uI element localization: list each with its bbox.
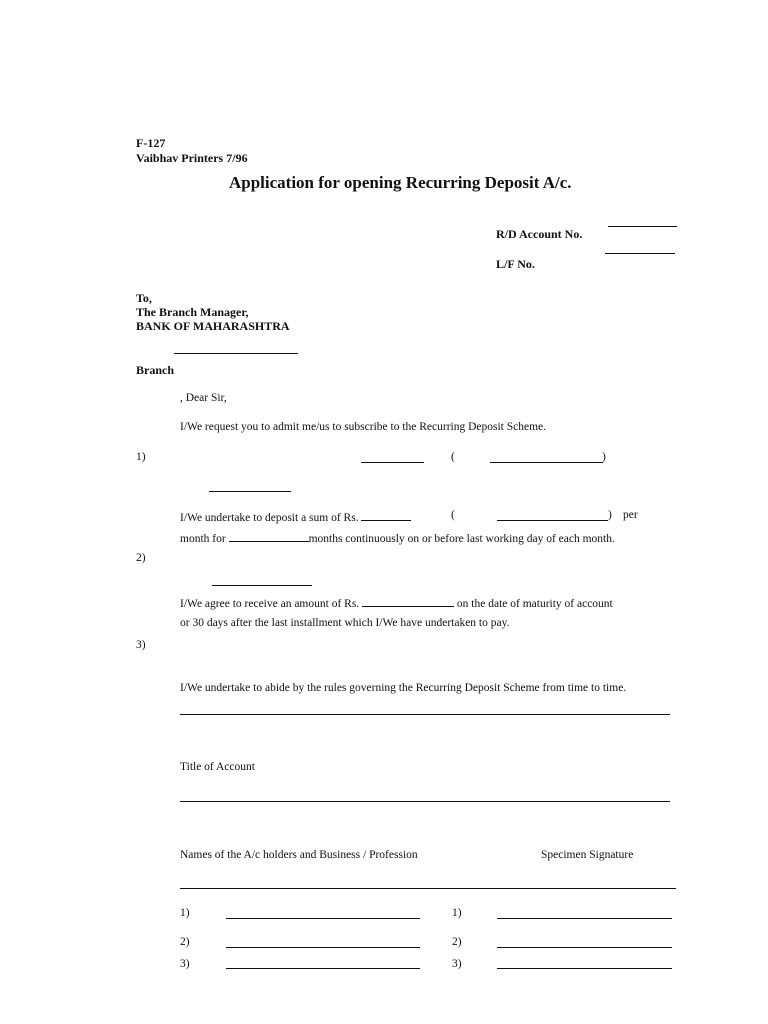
holders-header-rule [180,888,676,889]
signature-1-number: 1) [452,907,462,919]
branch-label: Branch [136,363,175,377]
page-title: Application for opening Recurring Deposit A/c. [229,173,572,192]
deposit-prefix: I/We undertake to deposit a sum of Rs. [180,512,359,524]
holder-3-number: 3) [180,958,190,970]
item-1-field-a[interactable] [361,462,424,463]
maturity-amount-field[interactable] [362,595,454,607]
holder-2-number: 2) [180,936,190,948]
holder-1-name-field[interactable] [226,918,420,919]
address-to: To, [136,291,152,305]
signature-header: Specimen Signature [541,849,634,861]
request-text: I/We request you to admit me/us to subscribe to the Recurring Deposit Scheme. [180,421,547,433]
salutation: , Dear Sir, [180,392,227,404]
item-2-field[interactable] [212,585,312,586]
names-header: Names of the A/c holders and Business / Profession [180,849,418,861]
holder-3-name-field[interactable] [226,968,420,969]
title-of-account-field[interactable] [180,801,670,802]
branch-field[interactable] [174,353,298,354]
agree-line-2: or 30 days after the last installment which I/We have undertaken to pay. [180,617,510,629]
deposit-amount-field[interactable] [361,509,411,521]
bank-name: BANK OF MAHARASHTRA [136,319,290,333]
signature-2-field[interactable] [497,947,672,948]
lf-label: L/F No. [496,257,535,271]
item-1-paren-open: ( [451,451,455,463]
holder-2-name-field[interactable] [226,947,420,948]
form-code: F-127 [136,136,166,150]
rd-account-number-field[interactable] [608,226,677,227]
item-2-number: 2) [136,552,146,564]
printer-info: Vaibhav Printers 7/96 [136,151,248,165]
months-count-field[interactable] [229,530,309,542]
item-3-number: 3) [136,639,146,651]
abide-text: I/We undertake to abide by the rules governing the Recurring Deposit Scheme from time to time. [180,682,627,694]
address-manager: The Branch Manager, [136,305,249,319]
agree-prefix: I/We agree to receive an amount of Rs. [180,598,360,610]
months-text [180,530,615,545]
agree-suffix: on the date of maturity of account [456,598,613,610]
title-of-account-label: Title of Account [180,761,255,773]
item-1-field-c[interactable] [209,491,291,492]
agree-text [180,595,613,610]
months-suffix: months continuously on or before last working day of each month. [308,533,615,545]
month-for-label: month for [180,533,226,545]
signature-3-number: 3) [452,958,462,970]
deposit-words-field[interactable] [497,520,608,521]
rd-account-label: R/D Account No. [496,227,583,241]
deposit-paren-open: ( [451,509,455,521]
item-1-field-b[interactable] [490,462,603,463]
deposit-text [180,509,411,524]
deposit-paren-close: ) [608,509,612,521]
lf-number-field[interactable] [605,253,675,254]
item-1-paren-close: ) [602,451,606,463]
holder-1-number: 1) [180,907,190,919]
signature-1-field[interactable] [497,918,672,919]
deposit-per: per [623,509,638,521]
signature-3-field[interactable] [497,968,672,969]
item-1-number: 1) [136,451,146,463]
abide-line-field[interactable] [180,714,670,715]
signature-2-number: 2) [452,936,462,948]
